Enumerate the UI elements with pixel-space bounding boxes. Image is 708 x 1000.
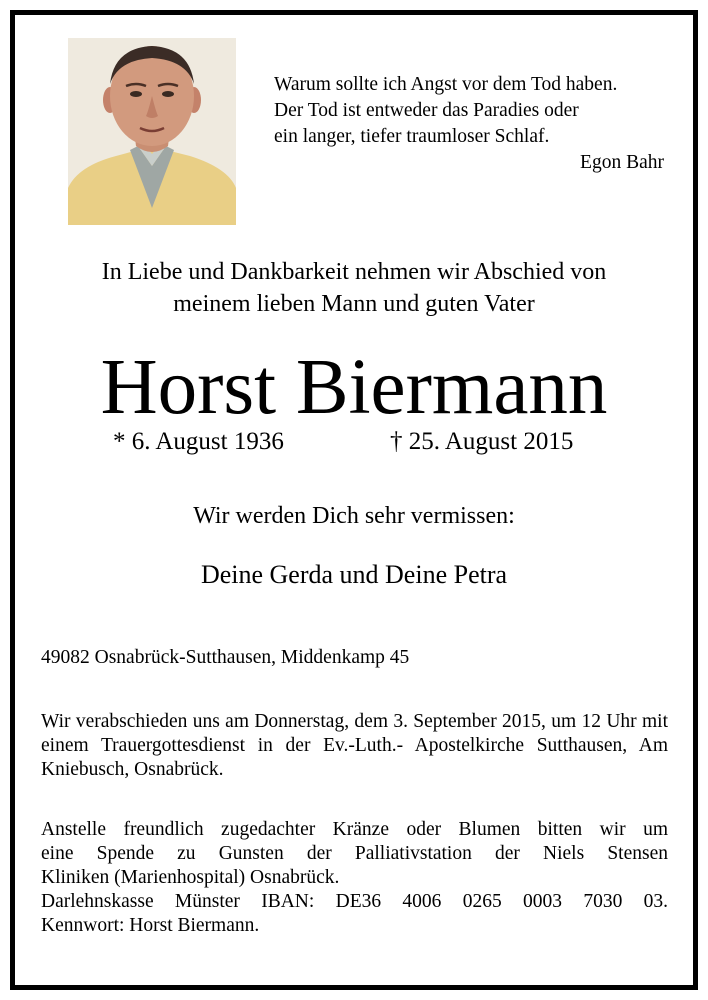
service-paragraph: Wir verabschieden uns am Donnerstag, dem 3. September 2015, um 12 Uhr mit einem Trauergottesdienst in der Ev.-Luth.- Apostelkirche Sutthausen, Am Kniebusch, Osnabrück. xyxy=(41,711,668,780)
quote-line: Der Tod ist entweder das Paradies oder xyxy=(274,100,579,121)
farewell-intro xyxy=(20,256,688,320)
donation-keyword: Kennwort: Horst Biermann. xyxy=(41,915,260,936)
bank-details: Darlehnskasse Münster IBAN: DE36 4006 0265 0003 7030 03. xyxy=(41,891,668,912)
donation-paragraph xyxy=(41,818,668,938)
quote-author: Egon Bahr xyxy=(580,152,664,173)
family-signature: Deine Gerda und Deine Petra xyxy=(200,560,508,589)
portrait-illustration xyxy=(68,38,236,225)
birth-date: * 6. August 1936 xyxy=(113,428,284,455)
quote-line: Warum sollte ich Angst vor dem Tod haben. xyxy=(274,74,618,95)
miss-text: Wir werden Dich sehr vermissen: xyxy=(193,503,515,529)
quote-line: ein langer, tiefer traumloser Schlaf. xyxy=(274,126,550,147)
quote-block xyxy=(274,72,664,176)
donation-line-1: Anstelle freundlich zugedachter Kränze oder Blumen bitten wir um xyxy=(41,819,668,840)
donation-line-3: Kliniken (Marienhospital) Osnabrück. xyxy=(41,867,340,888)
donation-line-2: eine Spende zu Gunsten der Palliativstation der Niels Stensen xyxy=(41,843,668,864)
deceased-name: Horst Biermann xyxy=(100,344,608,431)
mourner-address: 49082 Osnabrück-Sutthausen, Middenkamp 45 xyxy=(41,647,410,668)
death-date: † 25. August 2015 xyxy=(390,428,574,455)
intro-line-2: meinem lieben Mann und guten Vater xyxy=(173,291,535,317)
portrait-photo xyxy=(68,38,236,225)
intro-line-1: In Liebe und Dankbarkeit nehmen wir Abschied von xyxy=(101,259,607,285)
